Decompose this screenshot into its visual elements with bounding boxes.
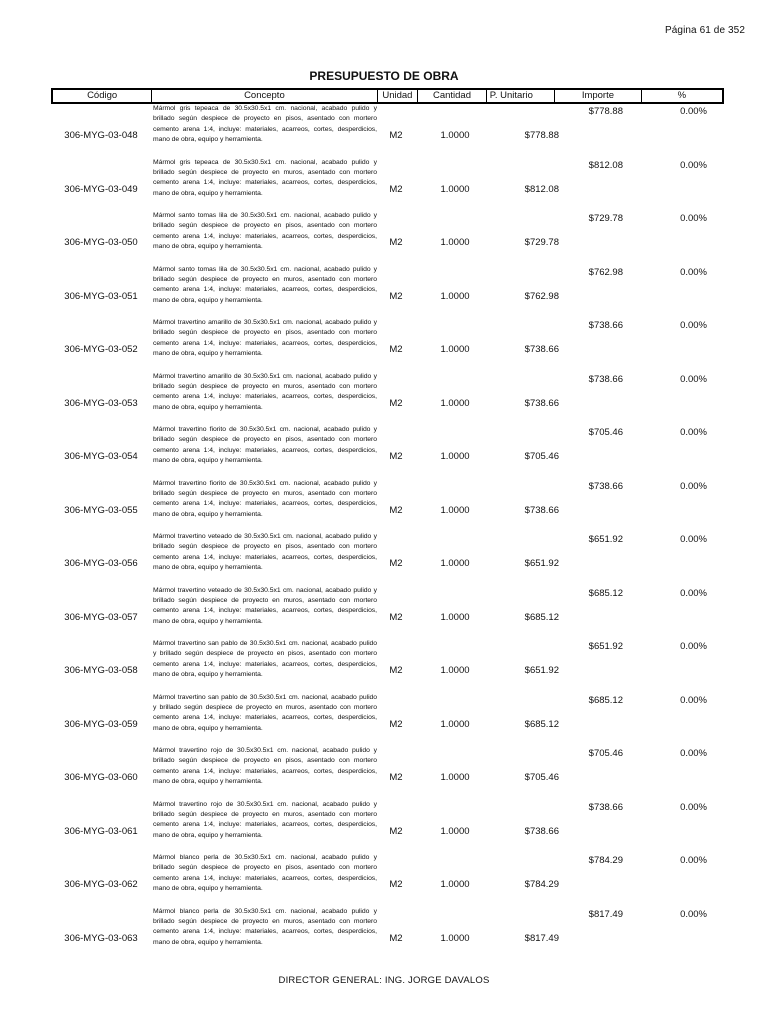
cell-concepto: Mármol travertino san pablo de 30.5x30.5x1 cm. nacional, acabado pulido y brillado según despiece de proyecto en pisos, asentado con mortero cemento arena 1:4, incluye: materiales, acarreos, cortes, desperdicios, mano de obra, equipo y herramienta.	[153, 640, 377, 679]
cell-percent: 0.00%	[680, 855, 707, 866]
cell-cantidad: 1.0000	[440, 451, 470, 462]
table-row	[0, 532, 768, 586]
cell-codigo: 306-MYG-03-048	[64, 130, 138, 141]
cell-codigo: 306-MYG-03-052	[64, 344, 138, 355]
cell-p-unitario: $817.49	[524, 932, 559, 944]
cell-codigo: 306-MYG-03-059	[64, 718, 138, 730]
cell-unidad: M2	[389, 237, 403, 248]
cell-importe: $738.66	[588, 801, 623, 813]
cell-concepto: Mármol travertino fiorito de 30.5x30.5x1 cm. nacional, acabado pulido y brillado según despiece de proyecto en muros, asentado con mortero cemento arena 1:4, incluye: materiales, acarreos, cortes, desperdicios, mano de obra, equipo y herramienta.	[153, 479, 377, 518]
cell-percent: 0.00%	[680, 373, 707, 385]
cell-concepto: Mármol travertino rojo de 30.5x30.5x1 cm. nacional, acabado pulido y brillado según despiece de proyecto en pisos, asentado con mortero cemento arena 1:4, incluye: materiales, acarreos, cortes, desperdicios, mano de obra, equipo y herramienta.	[153, 747, 377, 786]
table-row	[0, 853, 768, 907]
cell-percent: 0.00%	[680, 534, 707, 545]
cell-p-unitario: $685.12	[524, 718, 559, 730]
cell-codigo: 306-MYG-03-061	[64, 825, 138, 837]
cell-p-unitario: $762.98	[524, 290, 559, 302]
cell-importe: $651.92	[588, 641, 623, 652]
cell-concepto: Mármol gris tepeaca de 30.5x30.5x1 cm. nacional, acabado pulido y brillado según despiece de proyecto en pisos, asentado con mortero cemento arena 1:4, incluye: materiales, acarreos, cortes, desperdicios, mano de obra, equipo y herramienta.	[153, 105, 377, 144]
table-row	[0, 158, 768, 212]
cell-importe: $738.66	[588, 480, 623, 492]
cell-percent: 0.00%	[680, 159, 707, 171]
table-row	[0, 586, 768, 640]
page-number: Página 61 de 352	[664, 25, 745, 36]
cell-percent: 0.00%	[680, 908, 707, 920]
cell-unidad: M2	[389, 879, 403, 890]
cell-percent: 0.00%	[680, 587, 707, 599]
cell-p-unitario: $738.66	[524, 397, 559, 409]
table-body	[0, 104, 768, 960]
cell-cantidad: 1.0000	[440, 344, 470, 355]
cell-codigo: 306-MYG-03-062	[64, 879, 138, 890]
table-row	[0, 265, 768, 319]
cell-concepto: Mármol gris tepeaca de 30.5x30.5x1 cm. nacional, acabado pulido y brillado según despiece de proyecto en muros, asentado con mortero cemento arena 1:4, incluye: materiales, acarreos, cortes, desperdicios, mano de obra, equipo y herramienta.	[153, 158, 377, 197]
column-header-codigo: Código	[53, 90, 152, 102]
table-row	[0, 907, 768, 961]
table-row	[0, 800, 768, 854]
cell-codigo: 306-MYG-03-051	[64, 290, 138, 302]
cell-importe: $738.66	[588, 320, 623, 331]
cell-concepto: Mármol travertino veteado de 30.5x30.5x1 cm. nacional, acabado pulido y brillado según despiece de proyecto en pisos, asentado con mortero cemento arena 1:4, incluye: materiales, acarreos, cortes, desperdicios, mano de obra, equipo y herramienta.	[153, 533, 377, 572]
cell-percent: 0.00%	[680, 694, 707, 706]
cell-importe: $778.88	[588, 106, 623, 117]
cell-importe: $738.66	[588, 373, 623, 385]
cell-importe: $705.46	[588, 427, 623, 438]
cell-unidad: M2	[389, 611, 403, 623]
cell-percent: 0.00%	[680, 266, 707, 278]
cell-concepto: Mármol travertino rojo de 30.5x30.5x1 cm. nacional, acabado pulido y brillado según despiece de proyecto en muros, asentado con mortero cemento arena 1:4, incluye: materiales, acarreos, cortes, desperdicios, mano de obra, equipo y herramienta.	[153, 800, 377, 839]
cell-importe: $729.78	[588, 213, 623, 224]
column-header-p-unitario: P. Unitario	[487, 90, 556, 102]
column-header-unidad: Unidad	[378, 90, 419, 102]
column-header-cantidad: Cantidad	[418, 90, 486, 102]
cell-unidad: M2	[389, 932, 403, 944]
table-row	[0, 104, 768, 158]
cell-p-unitario: $778.88	[524, 130, 559, 141]
cell-percent: 0.00%	[680, 427, 707, 438]
cell-cantidad: 1.0000	[440, 772, 470, 783]
cell-unidad: M2	[389, 397, 403, 409]
cell-cantidad: 1.0000	[440, 558, 470, 569]
cell-p-unitario: $685.12	[524, 611, 559, 623]
cell-concepto: Mármol blanco perla de 30.5x30.5x1 cm. nacional, acabado pulido y brillado según despiece de proyecto en pisos, asentado con mortero cemento arena 1:4, incluye: materiales, acarreos, cortes, desperdicios, mano de obra, equipo y herramienta.	[153, 854, 377, 893]
cell-unidad: M2	[389, 451, 403, 462]
cell-cantidad: 1.0000	[440, 825, 470, 837]
cell-unidad: M2	[389, 344, 403, 355]
cell-importe: $685.12	[588, 587, 623, 599]
cell-concepto: Mármol travertino veteado de 30.5x30.5x1 cm. nacional, acabado pulido y brillado según despiece de proyecto en muros, asentado con mortero cemento arena 1:4, incluye: materiales, acarreos, cortes, desperdicios, mano de obra, equipo y herramienta.	[153, 586, 377, 625]
table-row	[0, 693, 768, 747]
table-header	[51, 88, 724, 104]
cell-concepto: Mármol travertino fiorito de 30.5x30.5x1 cm. nacional, acabado pulido y brillado según despiece de proyecto en pisos, asentado con mortero cemento arena 1:4, incluye: materiales, acarreos, cortes, desperdicios, mano de obra, equipo y herramienta.	[153, 426, 377, 465]
cell-unidad: M2	[389, 504, 403, 516]
cell-importe: $762.98	[588, 266, 623, 278]
cell-p-unitario: $729.78	[524, 237, 559, 248]
cell-p-unitario: $705.46	[524, 772, 559, 783]
cell-codigo: 306-MYG-03-057	[64, 611, 138, 623]
table-row	[0, 211, 768, 265]
cell-percent: 0.00%	[680, 801, 707, 813]
cell-percent: 0.00%	[680, 213, 707, 224]
cell-unidad: M2	[389, 558, 403, 569]
cell-importe: $784.29	[588, 855, 623, 866]
column-header-concepto: Concepto	[152, 90, 377, 102]
cell-percent: 0.00%	[680, 641, 707, 652]
cell-unidad: M2	[389, 772, 403, 783]
cell-cantidad: 1.0000	[440, 665, 470, 676]
table-row	[0, 372, 768, 426]
cell-codigo: 306-MYG-03-058	[64, 665, 138, 676]
cell-importe: $651.92	[588, 534, 623, 545]
cell-importe: $685.12	[588, 694, 623, 706]
cell-cantidad: 1.0000	[440, 130, 470, 141]
cell-concepto: Mármol travertino amarillo de 30.5x30.5x1 cm. nacional, acabado pulido y brillado según despiece de proyecto en muros, asentado con mortero cemento arena 1:4, incluye: materiales, acarreos, cortes, desperdicios, mano de obra, equipo y herramienta.	[153, 372, 377, 411]
cell-p-unitario: $738.66	[524, 344, 559, 355]
cell-concepto: Mármol santo tomas lila de 30.5x30.5x1 cm. nacional, acabado pulido y brillado según despiece de proyecto en pisos, asentado con mortero cemento arena 1:4, incluye: materiales, acarreos, cortes, desperdicios, mano de obra, equipo y herramienta.	[153, 212, 377, 251]
footer-signature: DIRECTOR GENERAL: ING. JORGE DAVALOS	[278, 975, 490, 986]
cell-codigo: 306-MYG-03-055	[64, 504, 138, 516]
cell-unidad: M2	[389, 718, 403, 730]
table-row	[0, 479, 768, 533]
cell-percent: 0.00%	[680, 320, 707, 331]
cell-percent: 0.00%	[680, 106, 707, 117]
cell-cantidad: 1.0000	[440, 397, 470, 409]
cell-cantidad: 1.0000	[440, 183, 470, 195]
cell-cantidad: 1.0000	[440, 879, 470, 890]
cell-cantidad: 1.0000	[440, 718, 470, 730]
cell-p-unitario: $705.46	[524, 451, 559, 462]
cell-concepto: Mármol santo tomas lila de 30.5x30.5x1 cm. nacional, acabado pulido y brillado según despiece de proyecto en muros, asentado con mortero cemento arena 1:4, incluye: materiales, acarreos, cortes, desperdicios, mano de obra, equipo y herramienta.	[153, 265, 377, 304]
cell-cantidad: 1.0000	[440, 290, 470, 302]
cell-p-unitario: $651.92	[524, 665, 559, 676]
cell-codigo: 306-MYG-03-054	[64, 451, 138, 462]
cell-unidad: M2	[389, 290, 403, 302]
table-row	[0, 318, 768, 372]
cell-codigo: 306-MYG-03-050	[64, 237, 138, 248]
cell-percent: 0.00%	[680, 480, 707, 492]
cell-unidad: M2	[389, 665, 403, 676]
cell-p-unitario: $738.66	[524, 825, 559, 837]
table-row	[0, 425, 768, 479]
document-title: PRESUPUESTO DE OBRA	[309, 69, 459, 83]
cell-importe: $705.46	[588, 748, 623, 759]
cell-cantidad: 1.0000	[440, 611, 470, 623]
cell-percent: 0.00%	[680, 748, 707, 759]
cell-p-unitario: $738.66	[524, 504, 559, 516]
cell-unidad: M2	[389, 183, 403, 195]
cell-unidad: M2	[389, 825, 403, 837]
cell-unidad: M2	[389, 130, 403, 141]
cell-importe: $812.08	[588, 159, 623, 171]
cell-codigo: 306-MYG-03-060	[64, 772, 138, 783]
cell-cantidad: 1.0000	[440, 932, 470, 944]
cell-codigo: 306-MYG-03-049	[64, 183, 138, 195]
cell-concepto: Mármol travertino san pablo de 30.5x30.5x1 cm. nacional, acabado pulido y brillado según despiece de proyecto en muros, asentado con mortero cemento arena 1:4, incluye: materiales, acarreos, cortes, desperdicios, mano de obra, equipo y herramienta.	[153, 693, 377, 732]
column-header-percent: %	[677, 90, 687, 101]
cell-codigo: 306-MYG-03-053	[64, 397, 138, 409]
column-header-importe: Importe	[555, 90, 641, 102]
cell-importe: $817.49	[588, 908, 623, 920]
table-row	[0, 746, 768, 800]
cell-p-unitario: $812.08	[524, 183, 559, 195]
cell-cantidad: 1.0000	[440, 237, 470, 248]
table-row	[0, 639, 768, 693]
cell-concepto: Mármol blanco perla de 30.5x30.5x1 cm. nacional, acabado pulido y brillado según despiece de proyecto en muros, asentado con mortero cemento arena 1:4, incluye: materiales, acarreos, cortes, desperdicios, mano de obra, equipo y herramienta.	[153, 907, 377, 946]
cell-concepto: Mármol travertino amarillo de 30.5x30.5x1 cm. nacional, acabado pulido y brillado según despiece de proyecto en pisos, asentado con mortero cemento arena 1:4, incluye: materiales, acarreos, cortes, desperdicios, mano de obra, equipo y herramienta.	[153, 319, 377, 358]
cell-codigo: 306-MYG-03-063	[64, 932, 138, 944]
cell-p-unitario: $784.29	[524, 879, 559, 890]
cell-codigo: 306-MYG-03-056	[64, 558, 138, 569]
cell-p-unitario: $651.92	[524, 558, 559, 569]
cell-cantidad: 1.0000	[440, 504, 470, 516]
